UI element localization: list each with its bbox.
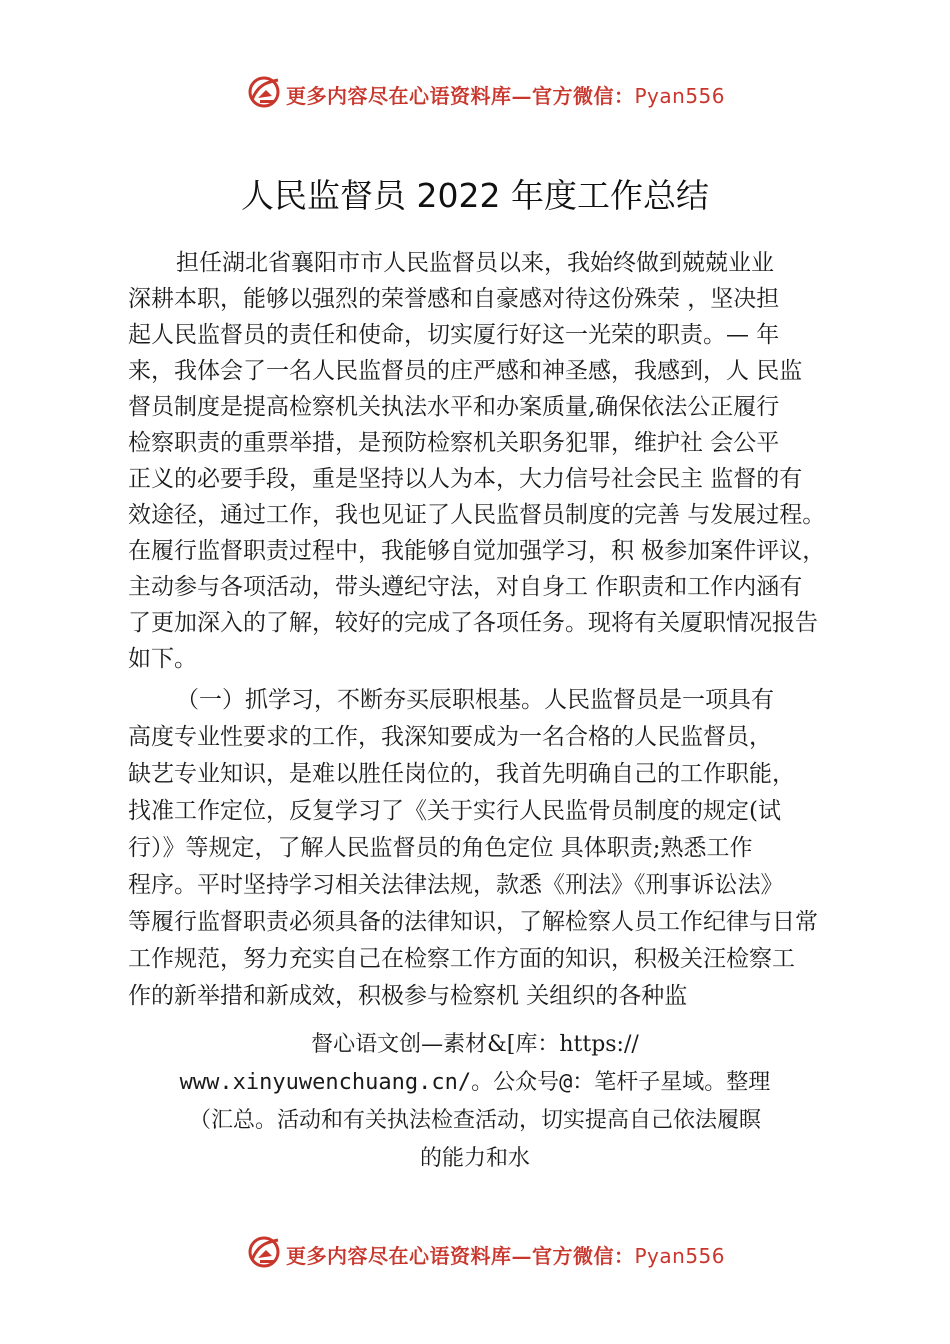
- banner-label: 更多内容尽在心语资料库—官方微信：: [286, 84, 635, 108]
- body-line: 缺艺专业知识，是难以胜任岗位的，我首先明确自己的工作职能，: [128, 761, 795, 787]
- banner-label: 更多内容尽在心语资料库—官方微信：: [286, 1244, 635, 1268]
- banner-wechat-id: Pyan556: [634, 84, 726, 108]
- seal-logo-icon: [246, 1234, 282, 1270]
- banner-text: [286, 1240, 725, 1269]
- body-line: 在履行监督职责过程中，我能够自觉加强学习，积 极参加案件评议，: [128, 538, 826, 564]
- body-line: 行）》等规定，了解人民监督员的角色定位 具体职责;熟悉工作: [128, 835, 753, 861]
- body-line: 效途径，通过工作，我也见证了人民监督员制度的完善 与发展过程。: [128, 502, 826, 528]
- body-line: 作的新举措和新成效，积极参与检察机 关组织的各种监: [128, 983, 688, 1009]
- tail-line-url: www.xinyuwenchuang.cn/。公众号@：笔杆子星域。整理: [179, 1070, 771, 1095]
- tail-line: （汇总。活动和有关执法检查活动，切实提高自己依法履瞑: [188, 1108, 761, 1133]
- body-line: 了更加深入的了解，较好的完成了各项任务。现将有关厦职情况报告: [128, 610, 818, 636]
- body-line: 主动参与各项活动，带头遵纪守法，对自身工 作职责和工作内涵有: [128, 574, 803, 600]
- body-line: 督员制度是提高检察机关执法水平和办案质量,确保依法公正履行: [128, 394, 780, 420]
- body-line: 深耕本职，能够以强烈的荣誉感和自豪感对待这份殊荣 ，坚决担: [128, 286, 780, 312]
- tail-line: 督心语文创—素材&[库：https://: [311, 1032, 639, 1057]
- banner-wechat-id: Pyan556: [634, 1244, 726, 1268]
- top-banner: [246, 74, 746, 114]
- body-line: 等履行监督职责必须具备的法律知识，了解检察人员工作纪律与日常: [128, 909, 818, 935]
- body-line: 来，我体会了一名人民监督员的庄严感和神圣感，我感到，人 民监: [128, 358, 803, 384]
- body-line: 高度专业性要求的工作，我深知要成为一名合格的人民监督员，: [128, 724, 772, 750]
- banner-text: [286, 80, 725, 109]
- seal-logo-icon: [246, 74, 282, 110]
- document-title: 人民监督员 2022 年度工作总结: [241, 176, 709, 215]
- bottom-banner: [246, 1234, 746, 1274]
- body-line: 担任湖北省襄阳市市人民监督员以来，我始终做到兢兢业业: [176, 250, 774, 276]
- body-line: 起人民监督员的责任和使命，切实厦行好这一光荣的职责。— 年: [128, 322, 780, 348]
- body-line: 找准工作定位，反复学习了《关于实行人民监骨员制度的规定(试: [128, 798, 781, 824]
- body-line: 正义的必要手段，重是坚持以人为本，大力信号社会民主 监督的有: [128, 466, 803, 492]
- body-line: 程序。平时坚持学习相关法律法规，款悉《刑法》《刑事诉讼法》: [128, 872, 784, 898]
- body-line: 工作规范，努力充实自己在检察工作方面的知识，积极关汪检察工: [128, 946, 795, 972]
- body-line: （一）抓学习，不断夯买辰职根基。人民监督员是一项具有: [176, 687, 774, 713]
- body-line: 如下。: [128, 646, 197, 672]
- tail-line: 的能力和水: [419, 1146, 530, 1171]
- body-line: 检察职责的重票举措，是预防检察机关职务犯罪，维护社 会公平: [128, 430, 780, 456]
